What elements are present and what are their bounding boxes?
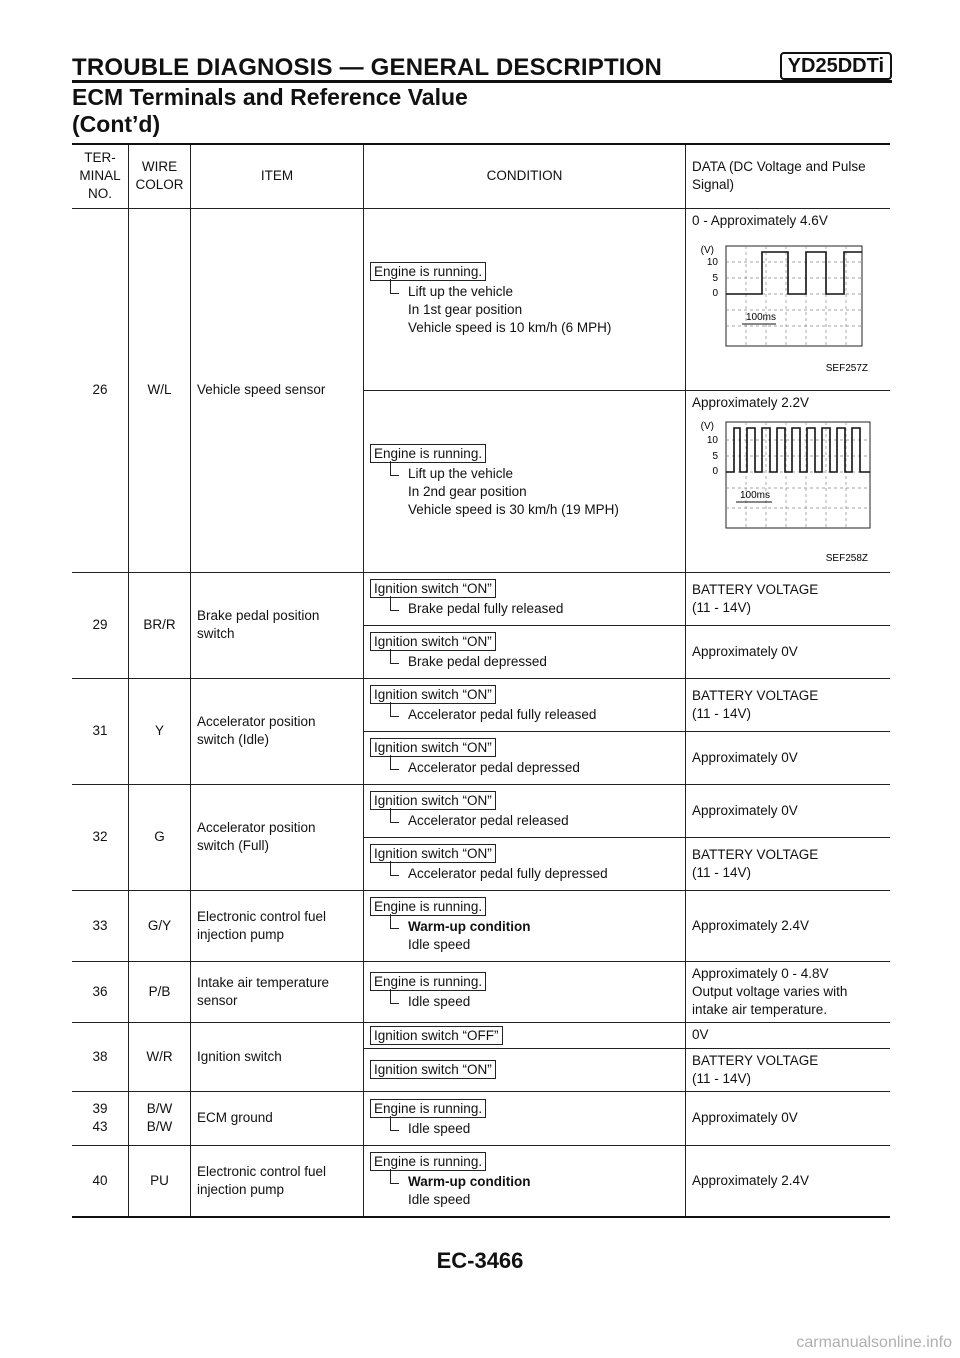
wire-color: Y	[129, 678, 191, 784]
header-data-l1: DATA (DC Voltage and Pulse	[692, 159, 866, 175]
data-value: Approximately 0V	[686, 1091, 891, 1145]
data-value	[686, 208, 891, 390]
table-row	[72, 890, 890, 961]
condition-box: Engine is running.	[370, 1099, 486, 1118]
condition-detail	[370, 283, 679, 337]
item-line: Accelerator position	[197, 714, 316, 729]
table-header-row	[72, 144, 890, 208]
header-wire-l2: COLOR	[135, 177, 184, 193]
condition-detail	[370, 706, 679, 724]
data-value: Approximately 0V	[686, 731, 891, 784]
condition-box: Ignition switch “OFF”	[370, 1026, 503, 1045]
condition-detail	[370, 865, 679, 883]
wf-tick-10: 10	[706, 434, 718, 446]
subtitle-line-1: ECM Terminals and Reference Value	[72, 84, 468, 110]
data-text: (11 - 14V)	[692, 864, 752, 880]
data-text: Output voltage varies with	[692, 983, 848, 999]
condition-line: In 1st gear position	[408, 301, 523, 317]
condition-detail	[370, 759, 679, 777]
condition	[364, 208, 686, 390]
condition-line: Warm-up condition	[408, 919, 531, 934]
terminal-no	[72, 1091, 129, 1145]
hook-line-icon	[390, 989, 399, 1004]
wire-color	[129, 1091, 191, 1145]
item-line: Intake air temperature	[197, 974, 330, 990]
hook-line-icon	[390, 1116, 399, 1131]
table-row	[72, 1145, 890, 1217]
item	[191, 784, 364, 890]
item-line: switch	[197, 626, 235, 641]
data-text: (11 - 14V)	[692, 599, 752, 615]
condition	[364, 390, 686, 572]
data-value	[686, 390, 891, 572]
condition-box: Engine is running.	[370, 444, 486, 463]
item-line: Accelerator position	[197, 820, 316, 835]
header-data	[686, 144, 891, 208]
page-code: EC-3466	[436, 1248, 524, 1273]
condition-line: Idle speed	[408, 1120, 471, 1136]
wire-color: G/Y	[129, 890, 191, 961]
item: Vehicle speed sensor	[191, 208, 364, 572]
item	[191, 678, 364, 784]
data-value: Approximately 2.4V	[686, 890, 891, 961]
condition-detail	[370, 653, 679, 671]
item-line: Electronic control fuel	[197, 1163, 327, 1179]
table-row	[72, 208, 890, 390]
header-wire-l1: WIRE	[141, 159, 178, 175]
terminal-no: 29	[72, 572, 129, 678]
hook-line-icon	[390, 649, 399, 664]
item-line: Electronic control fuel	[197, 908, 327, 924]
terminal-line: 39	[92, 1101, 108, 1116]
data-text: BATTERY VOLTAGE	[692, 1052, 819, 1068]
data-text: Approximately 2.2V	[692, 394, 810, 410]
wf-unit-label: (V)	[700, 244, 714, 256]
data-text: Approximately 0 - 4.8V	[692, 965, 829, 981]
wf-grid	[726, 246, 862, 346]
item	[191, 572, 364, 678]
condition-line: Accelerator pedal released	[408, 813, 569, 828]
header-data-l2: Signal)	[692, 177, 735, 193]
wire-line: B/W	[146, 1101, 173, 1116]
table-row	[72, 572, 890, 625]
data-text: BATTERY VOLTAGE	[692, 581, 819, 597]
data-text: 0 - Approximately 4.6V	[692, 212, 828, 228]
wf-tick-5: 5	[712, 272, 718, 284]
data-value	[686, 961, 891, 1022]
data-text: BATTERY VOLTAGE	[692, 846, 819, 862]
item-line: switch (Idle)	[197, 732, 270, 747]
wf-tick-0: 0	[712, 465, 718, 477]
hook-line-icon	[390, 596, 399, 611]
condition	[364, 678, 686, 731]
condition-box: Ignition switch “ON”	[370, 791, 496, 810]
table-row	[72, 678, 890, 731]
condition-line: Lift up the vehicle	[408, 465, 514, 481]
item-line: switch (Full)	[197, 838, 270, 853]
condition	[364, 1091, 686, 1145]
condition-detail	[370, 465, 679, 519]
item	[191, 890, 364, 961]
condition-line: Idle speed	[408, 1192, 471, 1208]
engine-badge: YD25DDTi	[780, 52, 892, 80]
wire-line: B/W	[146, 1119, 173, 1134]
header-terminal-l1: TER-	[84, 150, 116, 166]
condition-line: Idle speed	[408, 994, 471, 1009]
data-text: (11 - 14V)	[692, 1070, 752, 1086]
condition-line: In 2nd gear position	[408, 483, 527, 499]
condition	[364, 625, 686, 678]
item	[191, 961, 364, 1022]
ecm-terminal-table	[72, 143, 890, 1218]
wire-color: W/L	[129, 208, 191, 572]
data-text: BATTERY VOLTAGE	[692, 687, 819, 703]
data-value	[686, 572, 891, 625]
condition-box: Engine is running.	[370, 897, 486, 916]
item-line: injection pump	[197, 926, 285, 942]
wf-time-label: 100ms	[746, 311, 777, 323]
data-text: intake air temperature.	[692, 1001, 828, 1017]
item: ECM ground	[191, 1091, 364, 1145]
terminal-no: 33	[72, 890, 129, 961]
condition	[364, 961, 686, 1022]
wire-color: BR/R	[129, 572, 191, 678]
data-value: Approximately 0V	[686, 784, 891, 837]
condition-box: Ignition switch “ON”	[370, 685, 496, 704]
data-value	[686, 837, 891, 890]
data-value	[686, 678, 891, 731]
wf-trace	[726, 252, 862, 294]
header-wire-color	[129, 144, 191, 208]
figure-code: SEF257Z	[825, 362, 868, 374]
hook-line-icon	[390, 808, 399, 823]
condition	[364, 1048, 686, 1091]
section-header	[72, 52, 892, 88]
item-line: injection pump	[197, 1181, 285, 1197]
condition	[364, 731, 686, 784]
wf-unit-label: (V)	[700, 420, 714, 432]
condition-line: Warm-up condition	[408, 1174, 531, 1190]
terminal-no: 38	[72, 1022, 129, 1091]
item-line: Brake pedal position	[197, 608, 320, 623]
condition	[364, 1022, 686, 1048]
condition-line: Lift up the vehicle	[408, 283, 514, 299]
table-row	[72, 784, 890, 837]
wire-color: P/B	[129, 961, 191, 1022]
condition-box: Engine is running.	[370, 972, 486, 991]
waveform-2nd-gear	[692, 416, 872, 566]
hook-line-icon	[390, 279, 399, 294]
item: Ignition switch	[191, 1022, 364, 1091]
condition-detail	[370, 812, 679, 830]
wf-time-label: 100ms	[740, 489, 771, 501]
terminal-no: 36	[72, 961, 129, 1022]
wf-tick-10: 10	[706, 256, 718, 268]
condition-detail	[370, 1120, 679, 1138]
hook-line-icon	[390, 702, 399, 717]
table-row	[72, 1022, 890, 1048]
terminal-no: 32	[72, 784, 129, 890]
data-text: (11 - 14V)	[692, 705, 752, 721]
condition-box: Ignition switch “ON”	[370, 1060, 496, 1079]
wire-color: W/R	[129, 1022, 191, 1091]
condition-box: Engine is running.	[370, 1152, 486, 1171]
subtitle-line-2: (Cont’d)	[72, 111, 161, 137]
table-row	[72, 1091, 890, 1145]
terminal-line: 43	[92, 1119, 108, 1134]
data-value: Approximately 2.4V	[686, 1145, 891, 1217]
hook-line-icon	[390, 461, 399, 476]
data-value	[686, 1048, 891, 1091]
header-rule	[72, 80, 892, 83]
condition-line: Brake pedal fully released	[408, 601, 564, 616]
condition-detail	[370, 993, 679, 1011]
figure-code: SEF258Z	[825, 552, 868, 564]
condition	[364, 1145, 686, 1217]
header-item: ITEM	[191, 144, 364, 208]
section-title: TROUBLE DIAGNOSIS — GENERAL DESCRIPTION	[72, 54, 663, 81]
hook-line-icon	[390, 1169, 399, 1184]
hook-line-icon	[390, 861, 399, 876]
header-terminal	[72, 144, 129, 208]
condition-box: Ignition switch “ON”	[370, 579, 496, 598]
condition-detail	[370, 918, 679, 954]
item-line: sensor	[197, 992, 238, 1008]
condition-box: Ignition switch “ON”	[370, 738, 496, 757]
condition	[364, 837, 686, 890]
page-subtitle	[72, 84, 468, 138]
watermark: carmanualsonline.info	[796, 1334, 952, 1351]
header-terminal-l3: NO.	[87, 186, 112, 202]
condition-line: Accelerator pedal depressed	[408, 760, 580, 775]
wire-color: PU	[129, 1145, 191, 1217]
waveform-1st-gear	[692, 234, 872, 376]
terminal-no: 26	[72, 208, 129, 572]
terminal-no: 40	[72, 1145, 129, 1217]
condition-box: Engine is running.	[370, 262, 486, 281]
header-condition: CONDITION	[364, 144, 686, 208]
wf-trace	[726, 428, 870, 472]
hook-line-icon	[390, 755, 399, 770]
condition-detail	[370, 600, 679, 618]
hook-line-icon	[390, 914, 399, 929]
condition	[364, 784, 686, 837]
condition	[364, 890, 686, 961]
wf-tick-0: 0	[712, 287, 718, 299]
table-row	[72, 961, 890, 1022]
wf-tick-5: 5	[712, 450, 718, 462]
condition	[364, 572, 686, 625]
condition-line: Vehicle speed is 30 km/h (19 MPH)	[408, 501, 619, 517]
condition-line: Accelerator pedal fully released	[408, 707, 597, 722]
condition-line: Accelerator pedal fully depressed	[408, 866, 608, 881]
header-terminal-l2: MINAL	[79, 168, 121, 184]
condition-box: Ignition switch “ON”	[370, 632, 496, 651]
condition-line: Brake pedal depressed	[408, 654, 547, 669]
condition-line: Idle speed	[408, 937, 471, 952]
wire-color: G	[129, 784, 191, 890]
condition-line: Vehicle speed is 10 km/h (6 MPH)	[408, 319, 612, 335]
condition-detail	[370, 1173, 679, 1209]
data-value: Approximately 0V	[686, 625, 891, 678]
data-value: 0V	[686, 1022, 891, 1048]
wf-frame	[726, 246, 862, 346]
item	[191, 1145, 364, 1217]
terminal-no: 31	[72, 678, 129, 784]
condition-box: Ignition switch “ON”	[370, 844, 496, 863]
